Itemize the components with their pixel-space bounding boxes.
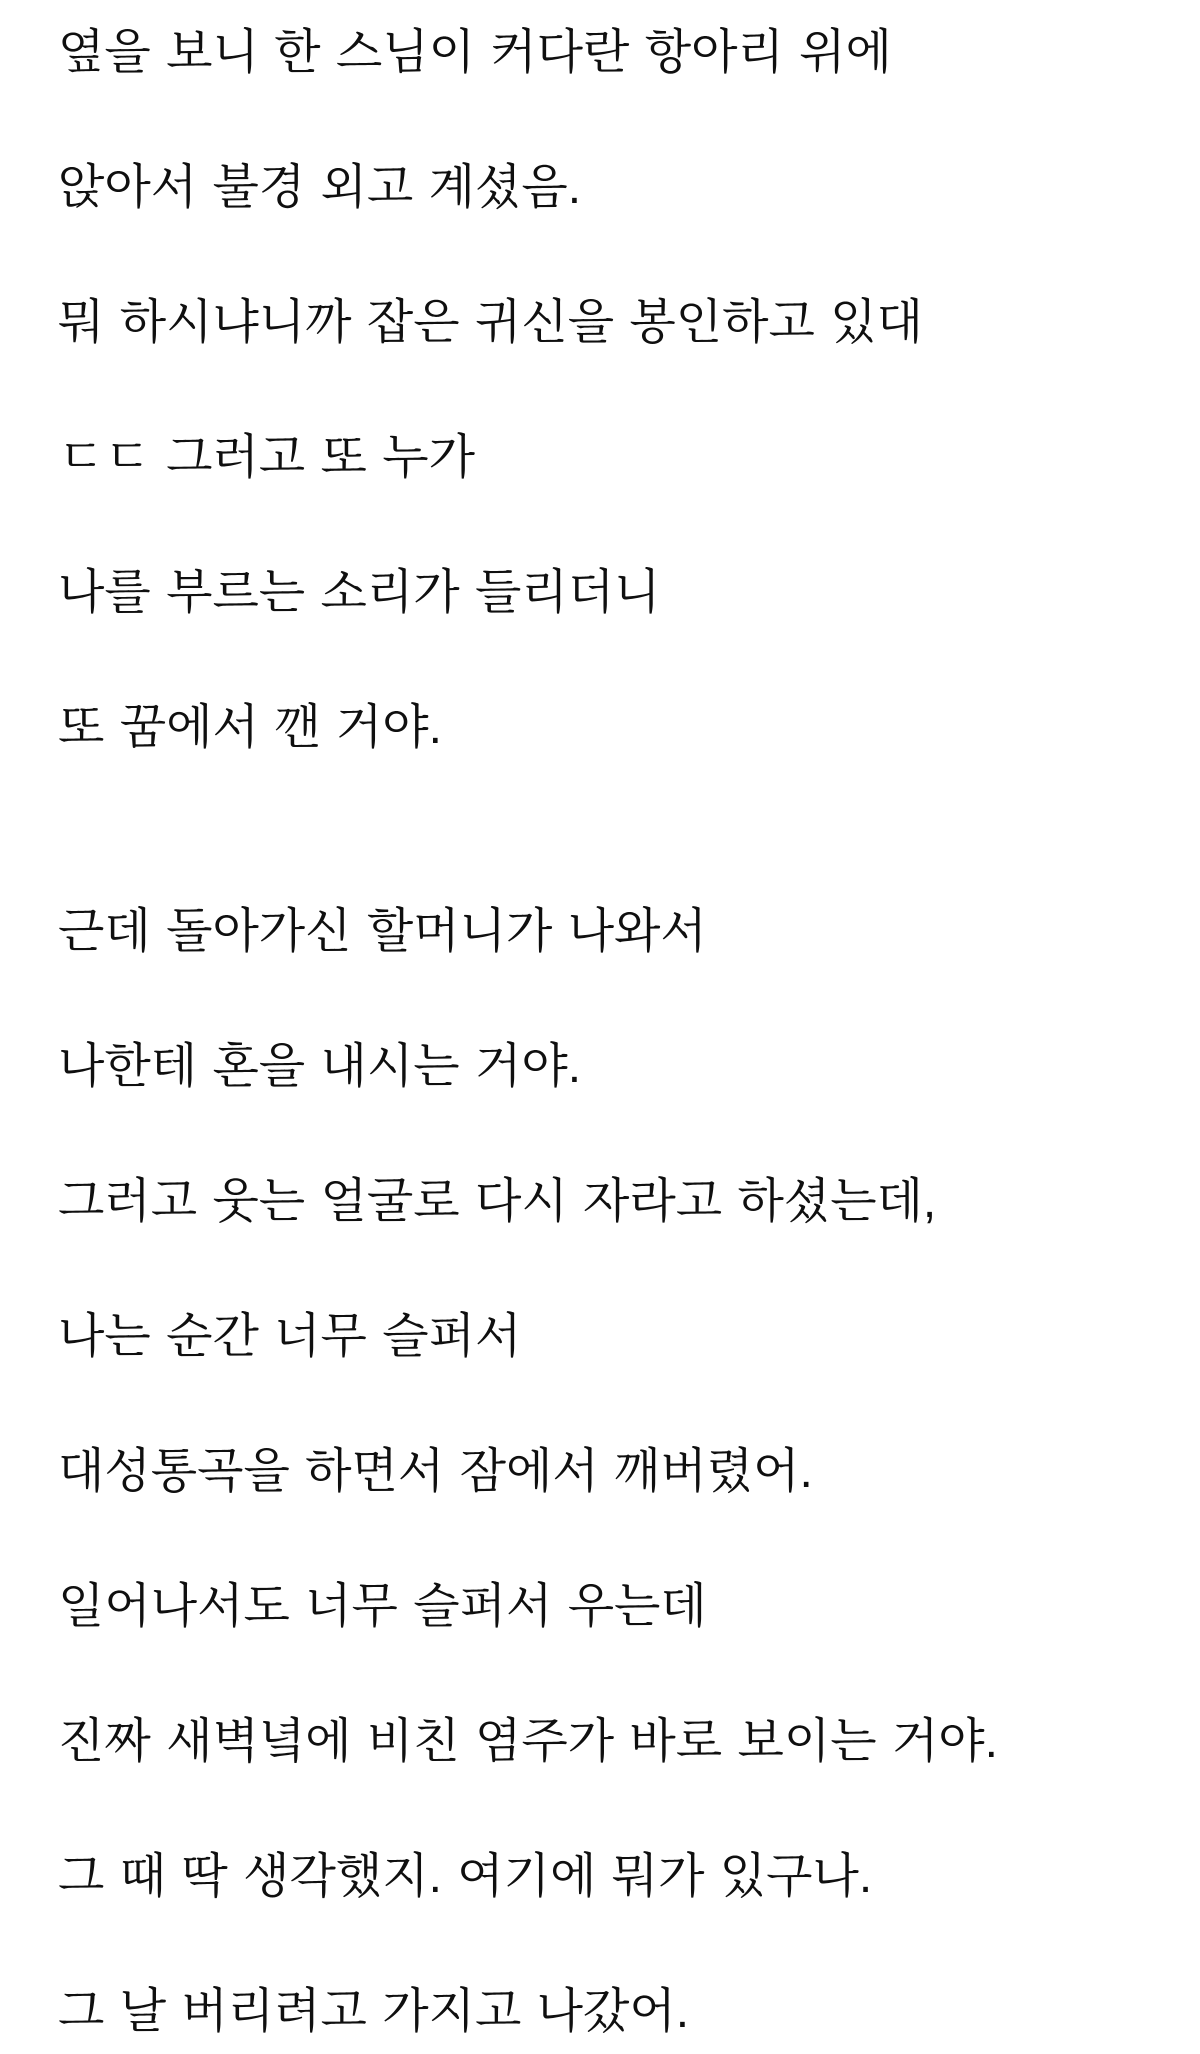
text-line: 근데 돌아가신 할머니가 나와서: [58, 905, 707, 958]
text-line: 옆을 보니 한 스님이 커다란 항아리 위에: [58, 26, 892, 79]
text-line: 또 꿈에서 깬 거야.: [58, 701, 442, 754]
text-line: 나한테 혼을 내시는 거야.: [58, 1040, 582, 1093]
text-line: ㄷㄷ 그러고 또 누가: [58, 431, 475, 484]
text-line: 그러고 웃는 얼굴로 다시 자라고 하셨는데,: [58, 1175, 937, 1228]
text-line: 앉아서 불경 외고 계셨음.: [58, 161, 582, 214]
text-line: 나는 순간 너무 슬퍼서: [58, 1310, 522, 1363]
text-line: 그 때 딱 생각했지. 여기에 뭐가 있구나.: [58, 1850, 873, 1903]
text-line: 나를 부르는 소리가 들리더니: [58, 566, 661, 619]
text-line: 그 날 버리려고 가지고 나갔어.: [58, 1985, 690, 2038]
text-line: 뭐 하시냐니까 잡은 귀신을 봉인하고 있대: [58, 296, 923, 349]
text-line: 대성통곡을 하면서 잠에서 깨버렸어.: [58, 1445, 813, 1498]
text-line: 진짜 새벽녘에 비친 염주가 바로 보이는 거야.: [58, 1715, 998, 1768]
text-line: 일어나서도 너무 슬퍼서 우는데: [58, 1580, 707, 1633]
